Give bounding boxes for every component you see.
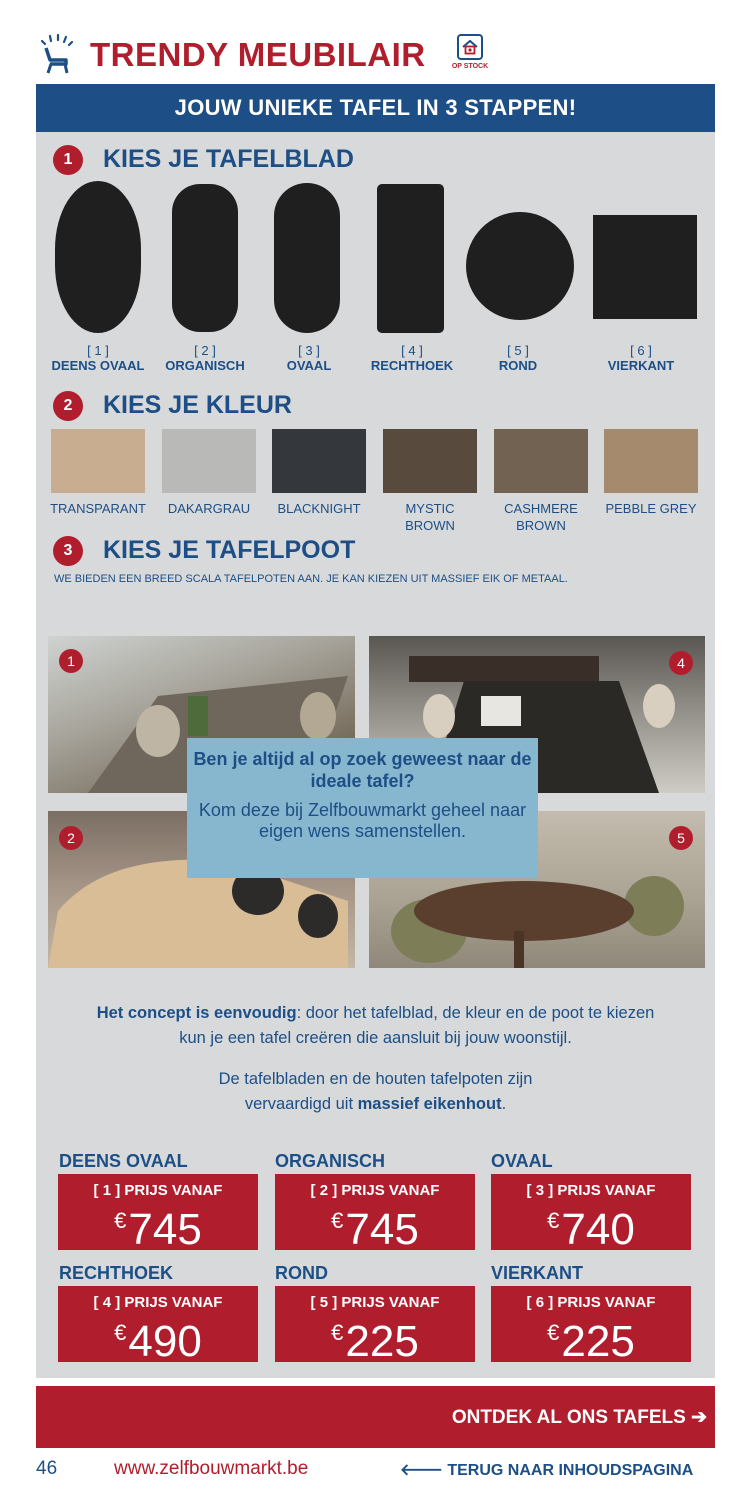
price-name-vierkant: VIERKANT xyxy=(491,1263,584,1283)
op-stock-label: OP STOCK xyxy=(451,63,489,70)
photo-badge-4: 4 xyxy=(669,651,693,675)
color-swatch-pebble-grey[interactable] xyxy=(604,429,698,493)
price-name-rechthoek: RECHTHOEK xyxy=(59,1263,174,1283)
shape-label-rond: [ 5 ] ROND xyxy=(498,343,538,373)
house-stock-icon xyxy=(457,34,483,60)
shape-rechthoek[interactable] xyxy=(377,184,444,333)
page-number: 46 xyxy=(36,1458,58,1479)
shape-label-organisch: [ 2 ] ORGANISCH xyxy=(165,343,245,373)
section-banner: JOUW UNIEKE TAFEL IN 3 STAPPEN! xyxy=(36,84,715,132)
callout-box xyxy=(187,738,538,878)
op-stock-badge xyxy=(448,34,492,78)
material-paragraph: De tafelbladen en de houten tafelpoten zijn vervaardigd uit massief eikenhout. xyxy=(218,1070,533,1113)
shape-label-vierkant: [ 6 ] VIERKANT xyxy=(607,343,675,373)
step3-description: WE BIEDEN EEN BREED SCALA TAFELPOTEN AAN. JE KAN KIEZEN UIT MASSIEF EIK OF METAAL. xyxy=(54,573,568,585)
color-label-transparant: TRANSPARANT xyxy=(50,501,146,516)
page-title: TRENDY MEUBILAIR xyxy=(90,36,426,73)
concept-paragraph: Het concept is eenvoudig: door het tafelblad, de kleur en de poot te kiezen kun je een tafel creëren die aansluit bij jouw woonstijl. xyxy=(96,1004,655,1047)
photo-badge-5: 5 xyxy=(669,826,693,850)
price-name-deens-ovaal: DEENS OVAAL xyxy=(59,1151,188,1171)
shape-deens-ovaal[interactable] xyxy=(55,181,141,333)
callout-answer: Kom deze bij Zelfbouwmarkt geheel naar eigen wens samenstellen. xyxy=(198,800,527,841)
color-label-dakargrau: DAKARGRAU xyxy=(167,501,251,516)
step-title-2: KIES JE KLEUR xyxy=(103,391,292,419)
color-label-cashmere-brown: CASHMERE BROWN xyxy=(504,501,578,533)
shape-ovaal[interactable] xyxy=(274,183,340,333)
shape-vierkant[interactable] xyxy=(593,215,697,319)
website-link[interactable]: www.zelfbouwmarkt.be xyxy=(114,1458,309,1479)
discover-tables-button[interactable] xyxy=(36,1386,715,1448)
color-label-mystic-brown: MYSTIC BROWN xyxy=(405,501,455,533)
shape-organisch[interactable] xyxy=(172,184,238,332)
price-name-rond: ROND xyxy=(275,1263,328,1283)
color-label-pebble-grey: PEBBLE GREY xyxy=(605,501,697,516)
color-label-blacknight: BLACKNIGHT xyxy=(277,501,361,516)
color-swatch-dakargrau[interactable] xyxy=(162,429,256,493)
photo-badge-1: 1 xyxy=(59,649,83,673)
price-box-deens-ovaal[interactable]: [ 1 ] PRIJS VANAF €745 xyxy=(58,1174,258,1250)
step-title-1: KIES JE TAFELBLAD xyxy=(103,145,354,173)
step-title-3: KIES JE TAFELPOOT xyxy=(103,536,356,564)
chair-icon xyxy=(36,34,76,74)
photo-badge-2: 2 xyxy=(59,826,83,850)
price-box-vierkant[interactable]: [ 6 ] PRIJS VANAF €225 xyxy=(491,1286,691,1362)
color-swatch-transparant[interactable] xyxy=(51,429,145,493)
step-number-1: 1 xyxy=(53,145,83,175)
shape-label-deens-ovaal: [ 1 ] DEENS OVAAL xyxy=(51,343,145,373)
price-box-rond[interactable]: [ 5 ] PRIJS VANAF €225 xyxy=(275,1286,475,1362)
price-name-ovaal: OVAAL xyxy=(491,1151,553,1171)
callout-question: Ben je altijd al op zoek geweest naar de ideale tafel? xyxy=(193,749,532,791)
color-swatch-mystic-brown[interactable] xyxy=(383,429,477,493)
price-name-organisch: ORGANISCH xyxy=(275,1151,386,1171)
price-box-rechthoek[interactable]: [ 4 ] PRIJS VANAF €490 xyxy=(58,1286,258,1362)
color-swatch-blacknight[interactable] xyxy=(272,429,366,493)
shape-rond[interactable] xyxy=(466,212,574,320)
step-number-3: 3 xyxy=(53,536,83,566)
shape-label-rechthoek: [ 4 ] RECHTHOEK xyxy=(370,343,454,373)
back-to-contents-link[interactable]: 🡐 TERUG NAAR INHOUDSPAGINA xyxy=(400,1462,694,1479)
color-swatch-cashmere-brown[interactable] xyxy=(494,429,588,493)
step-number-2: 2 xyxy=(53,391,83,421)
discover-tables-label: ONTDEK AL ONS TAFELS ➔ xyxy=(451,1407,707,1428)
shape-label-ovaal: [ 3 ] OVAAL xyxy=(286,343,332,373)
price-box-ovaal[interactable]: [ 3 ] PRIJS VANAF €740 xyxy=(491,1174,691,1250)
price-box-organisch[interactable]: [ 2 ] PRIJS VANAF €745 xyxy=(275,1174,475,1250)
